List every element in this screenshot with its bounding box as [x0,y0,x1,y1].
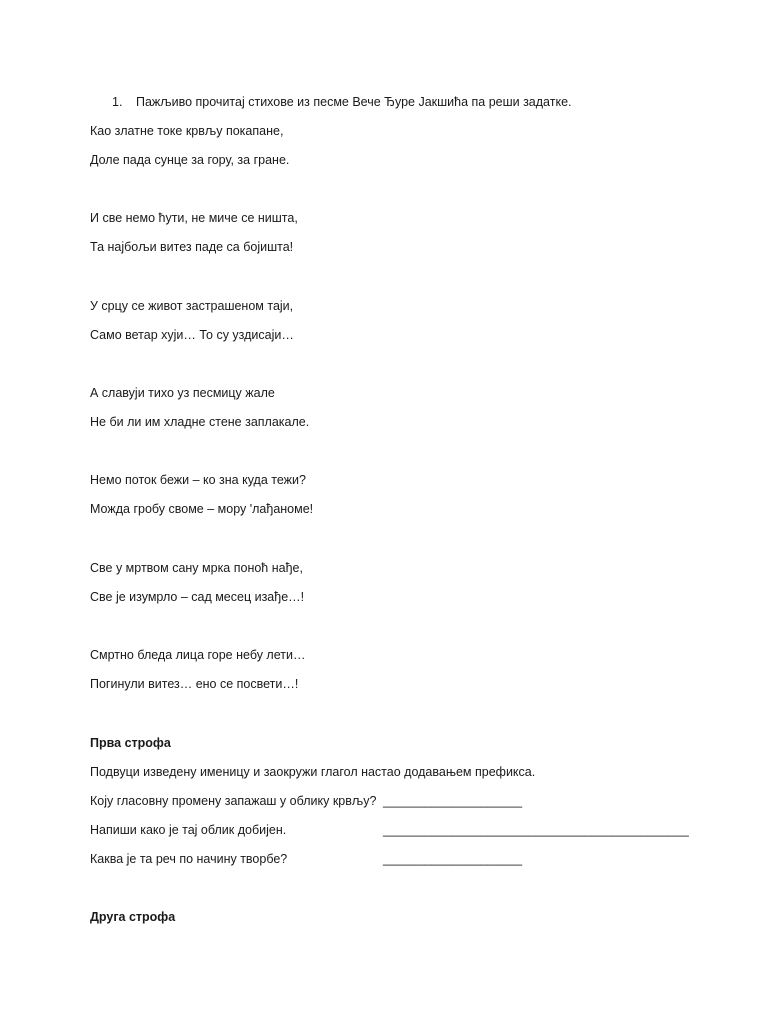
task-text: Пажљиво прочитај стихове из песме Вече Ђуре Јакшића па реши задатке. [136,95,572,109]
poem-line: Немо поток бежи – ко зна куда тежи? [90,473,306,487]
poem-line: Та најбољи витез паде са бојишта! [90,240,294,254]
task-instruction [112,95,572,109]
poem-line: Као златне токе крвљу покапане, [90,124,284,138]
poem-line: Смртно бледа лица горе небу лети… [90,648,306,662]
poem-line: Не би ли им хладне стене заплакале. [90,415,310,429]
question-4: Каква је та реч по начину творбе? [90,852,288,866]
poem-line: Све је изумрло – сад месец изађе…! [90,590,305,604]
poem-line: Доле пада сунце за гору, за гране. [90,153,290,167]
section-heading-first-stanza: Прва строфа [90,736,171,750]
answer-blank-3: ____________________________________________ [383,823,689,837]
question-3: Напиши како је тај облик добијен. [90,823,287,837]
answer-blank-2: ____________________ [383,794,523,808]
answer-blank-4: ____________________ [383,852,523,866]
question-2: Коју гласовну промену запажаш у облику крвљу? [90,794,377,808]
task-number: 1. [112,95,123,109]
poem-line: Само ветар хуји… То су уздисаји… [90,328,294,342]
section-heading-second-stanza: Друга строфа [90,910,176,924]
poem-line: У срцу се живот застрашеном таји, [90,299,294,313]
poem-line: А славуји тихо уз песмицу жале [90,386,275,400]
question-1: Подвуци изведену именицу и заокружи глагол настао додавањем префикса. [90,765,536,779]
poem-line: Погинули витез… ено се посвети…! [90,677,299,691]
poem-line: И све немо ћути, не миче се ништа, [90,211,298,225]
poem-line: Све у мртвом сану мрка поноћ нађе, [90,561,303,575]
poem-line: Можда гробу своме – мору 'лађаноме! [90,502,314,516]
